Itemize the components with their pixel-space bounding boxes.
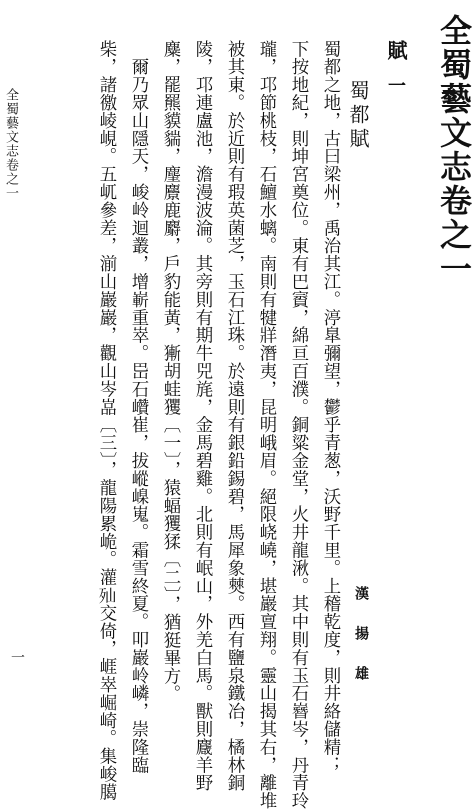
body-line: 蜀都之地，古曰梁州，禹治其江。渟臯彌望，鬱乎青葱，沃野千里。上稽乾度，則井絡儲精； [320,40,340,774]
running-head: 全蜀藝文志卷之一 [3,88,18,200]
piece-title: 蜀都賦 [346,80,370,152]
body-line: 瓏，邛節桃枝，石鱣水螭。南則有犍牂潛夷，昆明峨眉。絕限峣嶢，堪巖亶翔。靈山揭其右，離堆 [256,40,276,810]
section-heading: 賦 [384,40,408,66]
book-title: 全蜀藝文志卷之一 [435,14,473,286]
body-line: 爾乃眾山隱天，峻岭迴叢，增嶄重崒。岊石巑崔，拔嵷嵲嵬。霜雪終夏。叩巖岭嶙，崇隆臨 [128,40,148,774]
author-name: 漢揚雄 [353,586,369,706]
body-line: 被其東。於近則有瑕英菌芝，玉石江珠。於遠則有銀鉛錫碧，馬犀象僰。西有鹽泉鐵冶，橘林銅 [224,40,244,792]
section-number: 一 [385,76,406,94]
body-line: 柴，諸徼崚峴。五屼參差，湔山巖巖，觀山岑嵓〔三〕，龍陽累峗。灌𣧈交倚，崕崒崛崎。集峻臈 [96,40,116,801]
body-line: 麋，罷羆貘貒，麈麖鹿麝，戶豹能黃，獑胡蛙玃〔一〕，猿蝠玃猱〔二〕，猶㹶畢方。 [160,40,180,703]
body-line: 下按地紀，則坤宮奠位。東有巴賨，綿亘百濮。銅粱金堂，火井龍湫。其中則有玉石嶜岑，丹青玲 [288,40,308,810]
body-line: 陵，邛連盧池，澹漫波淪。其旁則有期牛兕旄，金馬碧雞。北則有岷山，外羌白馬。獸則麙羊野 [192,40,212,792]
page-number: 一 [9,650,25,664]
